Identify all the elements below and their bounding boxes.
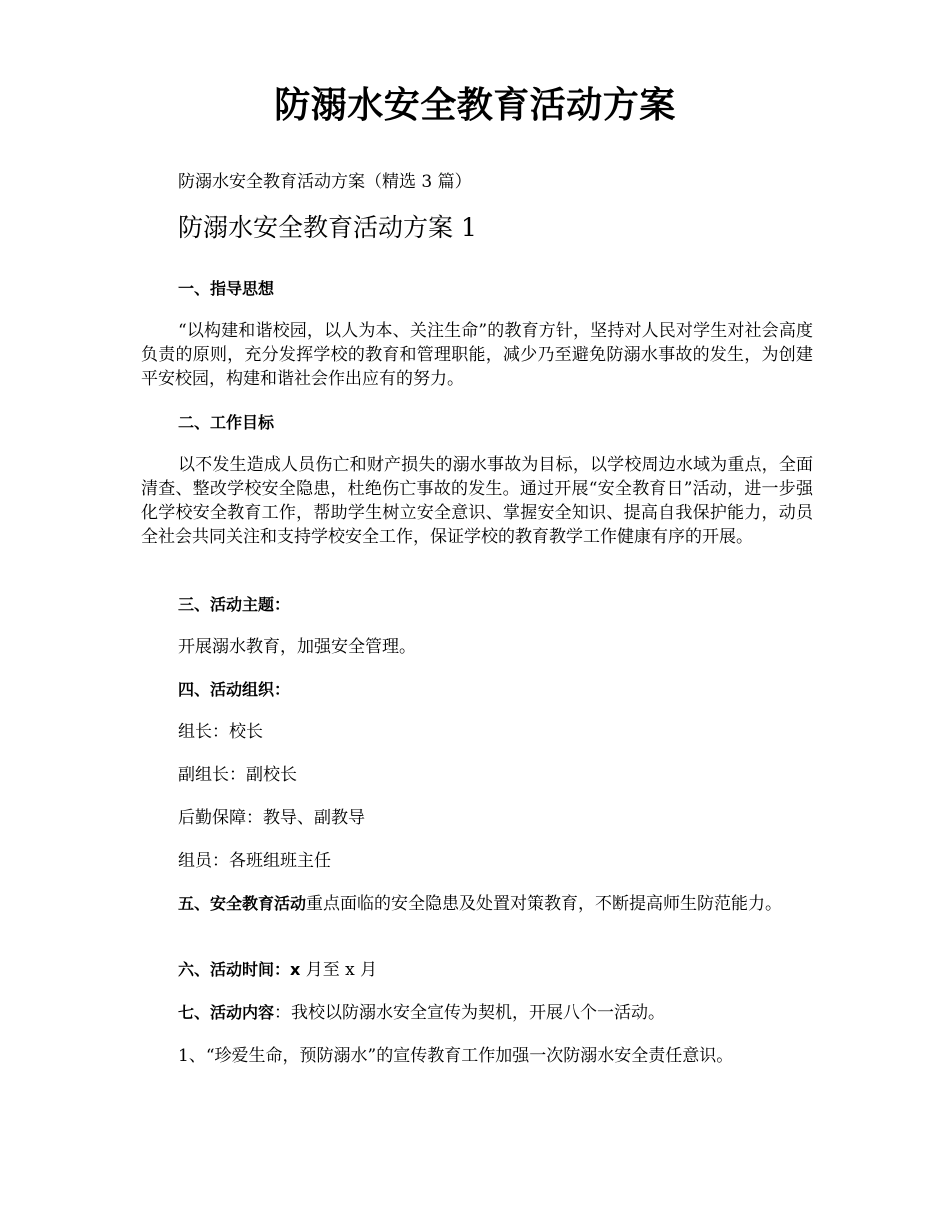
section-title-activity-organization: 四、活动组织： <box>178 680 291 699</box>
org-item-logistics: 后勤保障：教导、副教导 <box>178 808 365 828</box>
section-heading: 防溺水安全教育活动方案 1 <box>178 213 477 242</box>
paragraph-safety-education <box>141 892 813 916</box>
section-title-activity-theme: 三、活动主题： <box>178 595 291 614</box>
section-title-activity-time: 六、活动时间： <box>178 960 291 979</box>
paragraph-work-goals: 以不发生造成人员伤亡和财产损失的溺水事故为目标，以学校周边水域为重点，全面清查、整改学校安全隐患，杜绝伤亡事故的发生。通过开展“安全教育日”活动，进一步强化学校安全教育工作，帮助学生树立安全意识、掌握安全知识、提高自我保护能力，动员全社会共同关注和支持学校安全工作，保证学校的教育教学工作健康有序的开展。 <box>141 455 813 547</box>
org-item-members: 组员：各班组班主任 <box>178 851 331 871</box>
activity-theme-text: 开展溺水教育，加强安全管理。 <box>178 637 416 657</box>
activity-item-1: 1、“珍爱生命，预防溺水”的宣传教育工作加强一次防溺水安全责任意识。 <box>178 1046 734 1066</box>
document-subtitle: 防溺水安全教育活动方案（精选 3 篇） <box>178 172 472 192</box>
section-title-activity-content: 七、活动内容 <box>178 1003 275 1022</box>
section-title-safety-education: 五、安全教育活动 <box>178 894 307 913</box>
paragraph-activity-time <box>178 958 377 982</box>
activity-content-text: ：我校以防溺水安全宣传为契机，开展八个一活动。 <box>274 1003 666 1023</box>
org-item-leader: 组长：校长 <box>178 722 263 742</box>
paragraph-guiding-ideology: “以构建和谐校园，以人为本、关注生命”的教育方针，坚持对人民对学生对社会高度负责的原则，充分发挥学校的教育和管理职能，减少乃至避免防溺水事故的发生，为创建平安校园，构建和谐社会作出应有的努力。 <box>141 321 813 389</box>
document-title: 防溺水安全教育活动方案 <box>274 84 676 126</box>
section-title-guiding-ideology: 一、指导思想 <box>178 279 275 298</box>
activity-time-start: x <box>290 960 301 979</box>
activity-time-text: 月至 x 月 <box>300 960 378 980</box>
org-item-deputy-leader: 副组长：副校长 <box>178 765 297 785</box>
paragraph-activity-content <box>178 1001 665 1025</box>
section-title-work-goals: 二、工作目标 <box>178 413 275 432</box>
safety-education-text: 重点面临的安全隐患及处置对策教育，不断提高师生防范能力。 <box>306 894 783 914</box>
